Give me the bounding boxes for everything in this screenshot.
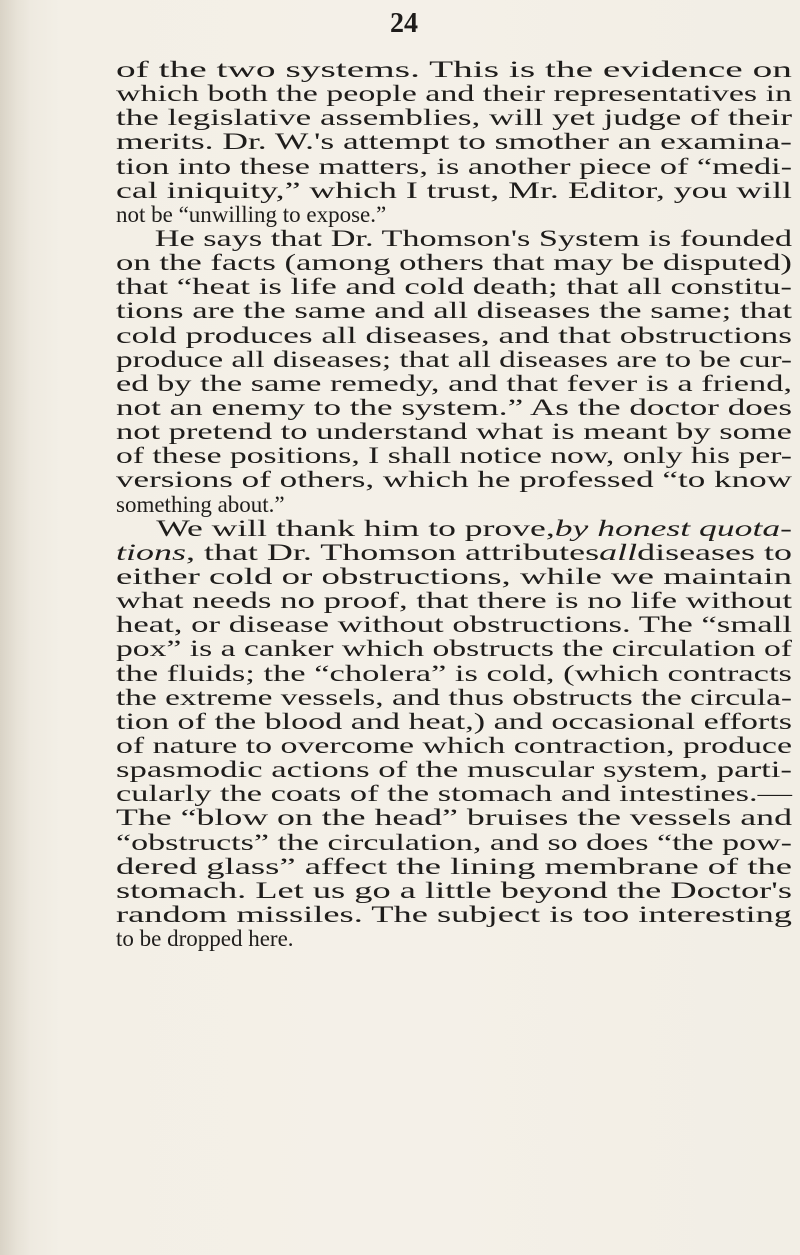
text-line-content xyxy=(116,130,792,154)
text-line-content xyxy=(116,637,792,661)
text-run: tion of the blood and heat,) and occasional efforts xyxy=(116,708,792,734)
text-line-content xyxy=(116,251,792,275)
text-run: cold produces all diseases, and that obstructions xyxy=(116,322,792,348)
text-line xyxy=(116,855,800,879)
text-line-content xyxy=(116,710,792,734)
text-line-content xyxy=(116,758,792,782)
text-line xyxy=(116,58,800,82)
text-run: the legislative assemblies, will yet judge of their xyxy=(116,105,792,131)
text-run: either cold or obstructions, while we maintain xyxy=(116,563,792,589)
text-line-content xyxy=(116,420,792,444)
text-line xyxy=(116,493,800,517)
text-line xyxy=(116,782,800,806)
text-line-content xyxy=(116,782,792,806)
text-run: the fluids; the “cholera” is cold, (which contracts xyxy=(116,660,792,686)
text-run: random missiles. The subject is too interesting xyxy=(116,901,792,927)
text-run: not an enemy to the system.” As the doctor does xyxy=(116,394,792,420)
page-number: 24 xyxy=(390,8,418,39)
text-line-content xyxy=(116,299,792,323)
text-line-content xyxy=(116,517,792,541)
text-run: cularly the coats of the stomach and intestines.— xyxy=(116,781,792,807)
text-line xyxy=(116,734,800,758)
text-line xyxy=(116,396,800,420)
body-text xyxy=(116,58,800,951)
text-line-content xyxy=(116,58,792,82)
text-line xyxy=(116,541,800,565)
text-line xyxy=(116,589,800,613)
text-line-content xyxy=(116,468,792,492)
text-line xyxy=(116,444,800,468)
text-line-content xyxy=(116,686,792,710)
text-run: on the facts (among others that may be disputed) xyxy=(116,250,792,276)
text-line xyxy=(116,348,800,372)
text-run: of nature to overcome which contraction, produce xyxy=(116,732,792,758)
text-line xyxy=(116,637,800,661)
text-run: heat, or disease without obstructions. The “small xyxy=(116,612,792,638)
text-line-content xyxy=(116,565,792,589)
text-line xyxy=(116,686,800,710)
text-run: He says that Dr. Thomson's System is founded xyxy=(154,225,792,251)
text-run: to be dropped here. xyxy=(116,926,294,952)
text-run: stomach. Let us go a little beyond the Doctor's xyxy=(116,877,792,903)
text-run: not be “unwilling to expose.” xyxy=(116,201,387,227)
text-run: merits. Dr. W.'s attempt to smother an examina- xyxy=(116,129,792,155)
text-run: that “heat is life and cold death; that all constitu- xyxy=(116,274,792,300)
text-line-content xyxy=(116,879,792,903)
text-line-content xyxy=(116,227,792,251)
text-line xyxy=(116,927,800,951)
text-line-content xyxy=(116,806,792,830)
text-line-content xyxy=(116,734,792,758)
text-line xyxy=(116,879,800,903)
text-run: cal iniquity,” which I trust, Mr. Editor, you will xyxy=(116,177,792,203)
text-line-content xyxy=(116,179,792,203)
text-run: not pretend to understand what is meant by some xyxy=(116,419,792,445)
italic-text: tions xyxy=(116,539,186,565)
text-line xyxy=(116,420,800,444)
text-line-content xyxy=(116,372,792,396)
text-run: “obstructs” the circulation, and so does “the pow- xyxy=(116,829,792,855)
text-line xyxy=(116,758,800,782)
text-line xyxy=(116,565,800,589)
text-line-content xyxy=(116,541,792,565)
text-line-content xyxy=(116,903,792,927)
text-line-content xyxy=(116,855,792,879)
text-line xyxy=(116,903,800,927)
text-run: We will thank him to prove, xyxy=(156,515,555,541)
text-run: versions of others, which he professed “to know xyxy=(116,467,792,493)
text-run: which both the people and their representatives in xyxy=(116,81,792,107)
text-run: spasmodic actions of the muscular system, parti- xyxy=(116,757,792,783)
text-run: what needs no proof, that there is no life without xyxy=(116,588,792,614)
text-run: something about.” xyxy=(116,491,285,517)
text-run: the extreme vessels, and thus obstructs the circula- xyxy=(116,684,792,710)
text-run: The “blow on the head” bruises the vessels and xyxy=(116,805,792,831)
text-line-content xyxy=(116,493,285,517)
text-run: ed by the same remedy, and that fever is a friend, xyxy=(116,370,792,396)
text-line-content xyxy=(116,106,792,130)
text-run: pox” is a canker which obstructs the circulation of xyxy=(116,636,792,662)
text-line-content xyxy=(116,396,792,420)
text-run: tions are the same and all diseases the same; that xyxy=(116,298,792,324)
text-run: produce all diseases; that all diseases are to be cur- xyxy=(116,346,792,372)
text-line xyxy=(116,251,800,275)
text-line-content xyxy=(116,82,792,106)
italic-text: all xyxy=(599,539,638,565)
italic-text: by honest quota- xyxy=(554,515,792,541)
text-line xyxy=(116,517,800,541)
text-line xyxy=(116,130,800,154)
text-run: , that Dr. Thomson attributes xyxy=(185,539,600,565)
text-line xyxy=(116,831,800,855)
text-line-content xyxy=(116,444,792,468)
text-line xyxy=(116,710,800,734)
text-line-content xyxy=(116,613,792,637)
text-line xyxy=(116,203,800,227)
text-line xyxy=(116,806,800,830)
text-line xyxy=(116,662,800,686)
text-line-content xyxy=(116,324,792,348)
page-binding-edge xyxy=(0,0,30,1255)
text-line xyxy=(116,324,800,348)
text-run: of the two systems. This is the evidence on xyxy=(116,57,792,82)
text-line-content xyxy=(116,155,792,179)
text-line-content xyxy=(116,662,792,686)
text-line xyxy=(116,227,800,251)
text-line xyxy=(116,299,800,323)
text-run: diseases to xyxy=(637,539,792,565)
text-line xyxy=(116,179,800,203)
text-run: dered glass” affect the lining membrane of the xyxy=(116,853,792,879)
text-line-content xyxy=(116,275,792,299)
text-line xyxy=(116,468,800,492)
text-run: of these positions, I shall notice now, only his per- xyxy=(116,443,792,469)
text-line-content xyxy=(116,348,792,372)
text-line xyxy=(116,275,800,299)
text-line-content xyxy=(116,203,386,227)
text-line xyxy=(116,372,800,396)
text-line xyxy=(116,155,800,179)
text-line-content xyxy=(116,927,294,951)
text-line xyxy=(116,106,800,130)
text-line-content xyxy=(116,589,792,613)
text-line-content xyxy=(116,831,792,855)
text-line xyxy=(116,82,800,106)
text-line xyxy=(116,613,800,637)
text-run: tion into these matters, is another piece of “medi- xyxy=(116,153,792,179)
